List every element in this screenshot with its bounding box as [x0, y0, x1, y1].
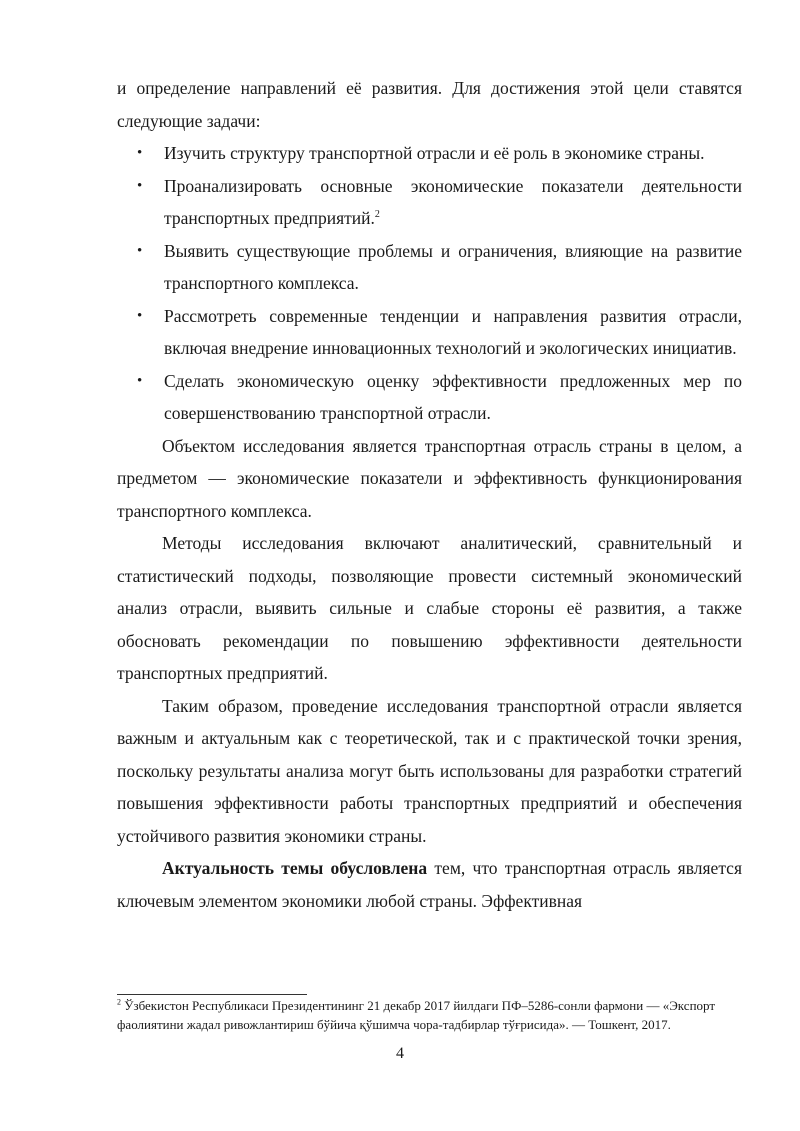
- footnote-separator: [117, 994, 307, 995]
- bullet-icon: •: [137, 242, 143, 259]
- page-number: 4: [396, 1045, 404, 1062]
- footnote: [117, 996, 742, 1034]
- list-item: [117, 170, 742, 235]
- relevance-text: тем, что транспортная отрасль является ключевым элементом экономики любой страны. Эффективная: [117, 858, 742, 911]
- footnote-reference[interactable]: 2: [374, 209, 380, 221]
- paragraph-object: Объектом исследования является транспортная отрасль страны в целом, а предметом — экономические показатели и эффективность функционирования транспортного комплекса.: [117, 435, 742, 521]
- paragraph-intro-continuation: и определение направлений её развития. Для достижения этой цели ставятся следующие задачи:: [117, 78, 742, 131]
- bullet-icon: •: [137, 177, 143, 194]
- list-item-text: Сделать экономическую оценку эффективности предложенных мер по совершенствованию транспортной отрасли.: [164, 370, 742, 423]
- paragraph-relevance: [117, 852, 742, 917]
- list-item-text: Рассмотреть современные тенденции и направления развития отрасли, включая внедрение инновационных технологий и экологических инициатив.: [164, 305, 742, 358]
- list-item: [117, 137, 742, 170]
- list-item: [117, 365, 742, 430]
- bullet-icon: •: [137, 145, 143, 161]
- list-item-text: Изучить структуру транспортной отрасли и её роль в экономике страны.: [164, 143, 705, 163]
- tasks-list: [117, 137, 742, 430]
- body-text: [117, 72, 742, 917]
- list-item: [117, 300, 742, 365]
- bullet-icon: •: [137, 372, 143, 389]
- bullet-icon: •: [137, 307, 143, 324]
- list-item: [117, 235, 742, 300]
- footnote-number: 2: [117, 997, 121, 1007]
- list-item-text: Выявить существующие проблемы и ограничения, влияющие на развитие транспортного комплекса.: [164, 240, 742, 293]
- paragraph-methods: Методы исследования включают аналитический, сравнительный и статистический подходы, позволяющие провести системный экономический анализ отрасли, выявить сильные и слабые стороны её развития, а также обосновать рекомендации по повышению эффективности деятельности транспортных предприятий.: [117, 533, 742, 683]
- footnote-text: Ўзбекистон Республикаси Президентининг 21 декабр 2017 йилдаги ПФ–5286-сонли фармони — «Экспорт фаолиятини жадал ривожлантириш бўйича қўшимча чора-тадбирлар тўғрисида». — Тошкент, 2017.: [117, 998, 716, 1032]
- paragraph-conclusion: Таким образом, проведение исследования транспортной отрасли является важным и актуальным как с теоретической, так и с практической точки зрения, поскольку результаты анализа могут быть использованы для разработки стратегий повышения эффективности работы транспортных предприятий и обеспечения устойчивого развития экономики страны.: [117, 695, 742, 846]
- list-item-text: Проанализировать основные экономические показатели деятельности транспортных предприятий.: [164, 175, 742, 228]
- relevance-heading: Актуальность темы обусловлена: [162, 858, 428, 878]
